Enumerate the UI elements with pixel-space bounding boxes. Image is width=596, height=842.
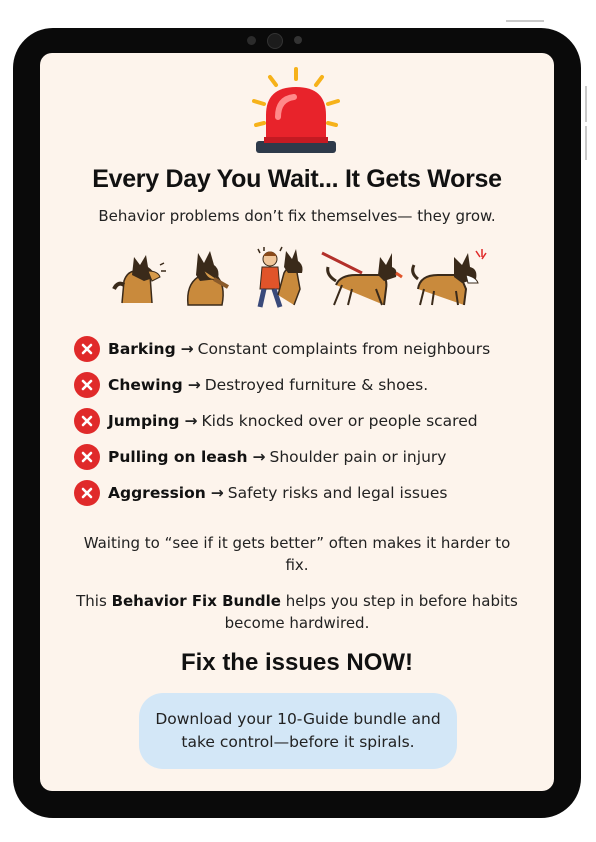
chewing-dog-icon (188, 251, 228, 305)
jumping-dog-icon (258, 247, 303, 307)
arrow-icon: → (252, 448, 266, 466)
leash-pulling-dog-icon (322, 253, 402, 305)
tablet-side-button (585, 126, 587, 160)
tablet-screen (40, 53, 554, 791)
arrow-icon: → (184, 412, 198, 430)
camera-flash (294, 36, 302, 44)
barking-dog-icon (114, 255, 166, 303)
issue-jumping (74, 403, 534, 439)
camera-sensor (247, 36, 256, 45)
x-icon (74, 444, 100, 470)
aggressive-dog-icon (413, 249, 486, 305)
tablet-top-button (506, 20, 544, 22)
x-icon (74, 408, 100, 434)
bundle-name: Behavior Fix Bundle (111, 592, 281, 610)
tablet-frame (13, 28, 581, 818)
issue-description: Kids knocked over or people scared (201, 412, 478, 430)
dog-illustrations (110, 245, 490, 311)
waiting-paragraph: Waiting to “see if it gets better” often makes it harder to fix. (83, 534, 511, 574)
arrow-icon: → (210, 484, 224, 502)
issue-chewing (74, 367, 534, 403)
x-icon (74, 372, 100, 398)
issue-name: Pulling on leash (108, 448, 248, 466)
issues-list (74, 331, 534, 511)
x-icon (74, 336, 100, 362)
arrow-icon: → (187, 376, 201, 394)
page-title: Every Day You Wait... It Gets Worse (92, 165, 502, 193)
issue-description: Constant complaints from neighbours (197, 340, 491, 358)
issue-name: Chewing (108, 376, 183, 394)
download-bundle-button[interactable]: Download your 10-Guide bundle and take control—before it spirals. (139, 693, 457, 769)
camera-lens (267, 33, 283, 49)
siren-icon (244, 67, 348, 157)
bundle-suffix: helps you step in before habits become hardwired. (224, 592, 518, 632)
issue-pulling-on-leash (74, 439, 534, 475)
bundle-prefix: This (76, 592, 112, 610)
issue-aggression (74, 475, 534, 511)
arrow-icon: → (180, 340, 194, 358)
issue-description: Shoulder pain or injury (269, 448, 447, 466)
cta-heading: Fix the issues NOW! (180, 649, 414, 676)
issue-description: Destroyed furniture & shoes. (204, 376, 429, 394)
bundle-paragraph (70, 590, 524, 634)
tablet-side-button (585, 86, 587, 122)
x-icon (74, 480, 100, 506)
issue-barking (74, 331, 534, 367)
issue-name: Aggression (108, 484, 206, 502)
issue-description: Safety risks and legal issues (227, 484, 448, 502)
issue-name: Barking (108, 340, 176, 358)
issue-name: Jumping (108, 412, 180, 430)
page-subtitle: Behavior problems don’t fix themselves— they grow. (98, 207, 496, 225)
